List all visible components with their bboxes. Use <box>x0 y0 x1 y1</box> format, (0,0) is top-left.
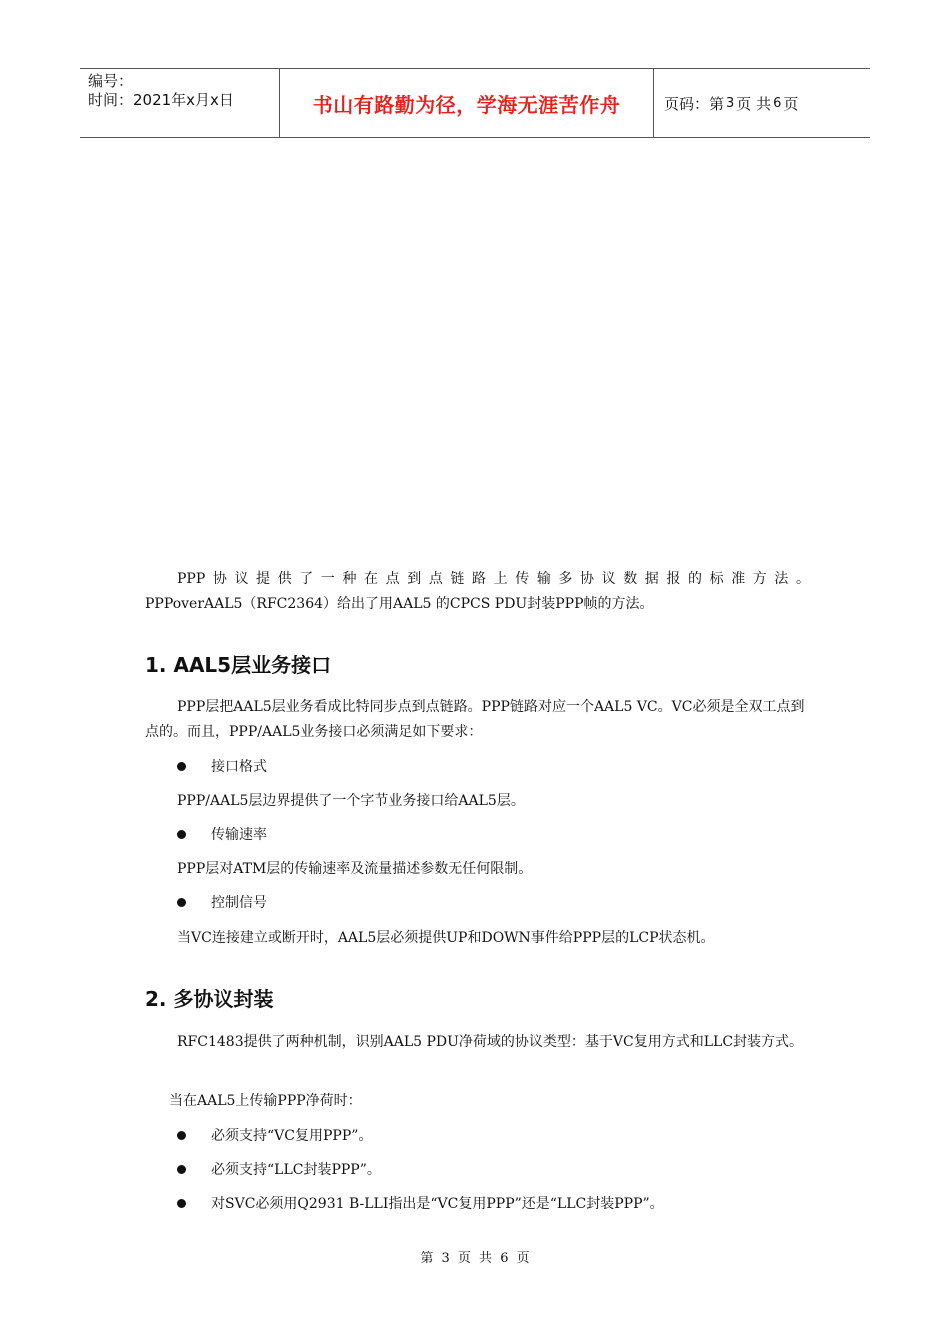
section-2-lead: 当在AAL5上传输PPP净荷时： <box>169 1093 362 1109</box>
header-page-current: 3 <box>726 95 735 111</box>
intro-line-2: PPPoverAAL5（RFC2364）给出了用AAL5 的CPCS PDU封装PPP帧的方法。 <box>145 596 654 612</box>
bullet-icon <box>177 762 186 771</box>
list-item: 对SVC必须用Q2931 B-LLI指出是“VC复用PPP”还是“LLC封装PPP”。 <box>177 1193 664 1215</box>
list-item: 接口格式 <box>177 756 267 778</box>
header-page-total: 6 <box>773 95 782 111</box>
document-time-label: 时间：2021年x月x日 <box>88 91 234 109</box>
list-item: 必须支持“VC复用PPP”。 <box>177 1125 372 1147</box>
section-2-paragraph: RFC1483提供了两种机制，识别AAL5 PDU净荷域的协议类型：基于VC复用方式和LLC封装方式。 <box>177 1034 804 1050</box>
bullet-icon <box>177 1165 186 1174</box>
section-2-heading: 2. 多协议封装 <box>145 987 274 1011</box>
bullet-icon <box>177 830 186 839</box>
header-page-info: 页码：第 3 页 共 6 页 <box>664 94 799 113</box>
list-item: 必须支持“LLC封装PPP”。 <box>177 1159 381 1181</box>
list-item: 传输速率 <box>177 824 267 846</box>
document-number-label: 编号： <box>88 72 134 90</box>
bullet-icon <box>177 1131 186 1140</box>
bullet-icon <box>177 898 186 907</box>
page-footer: 第 3 页 共 6 页 <box>420 1251 530 1266</box>
header-meta <box>80 69 280 137</box>
bullet-description: 当VC连接建立或断开时，AAL5层必须提供UP和DOWN事件给PPP层的LCP状态机。 <box>177 930 715 946</box>
bullet-description: PPP层对ATM层的传输速率及流量描述参数无任何限制。 <box>177 861 533 877</box>
section-1-heading: 1. AAL5层业务接口 <box>145 653 332 677</box>
intro-line-1: PPP协议提供了一种在点到点链路上传输多协议数据报的标准方法。 <box>177 571 810 587</box>
header-motto: 书山有路勤为径，学海无涯苦作舟 <box>280 69 654 137</box>
section-1-paragraph: PPP层把AAL5层业务看成比特同步点到点链路。PPP链路对应一个AAL5 VC。VC必须是全双工点到点的。而且，PPP/AAL5业务接口必须满足如下要求： <box>145 699 805 740</box>
bullet-icon <box>177 1199 186 1208</box>
list-item: 控制信号 <box>177 892 267 914</box>
page-header <box>80 68 870 138</box>
bullet-description: PPP/AAL5层边界提供了一个字节业务接口给AAL5层。 <box>177 793 525 809</box>
